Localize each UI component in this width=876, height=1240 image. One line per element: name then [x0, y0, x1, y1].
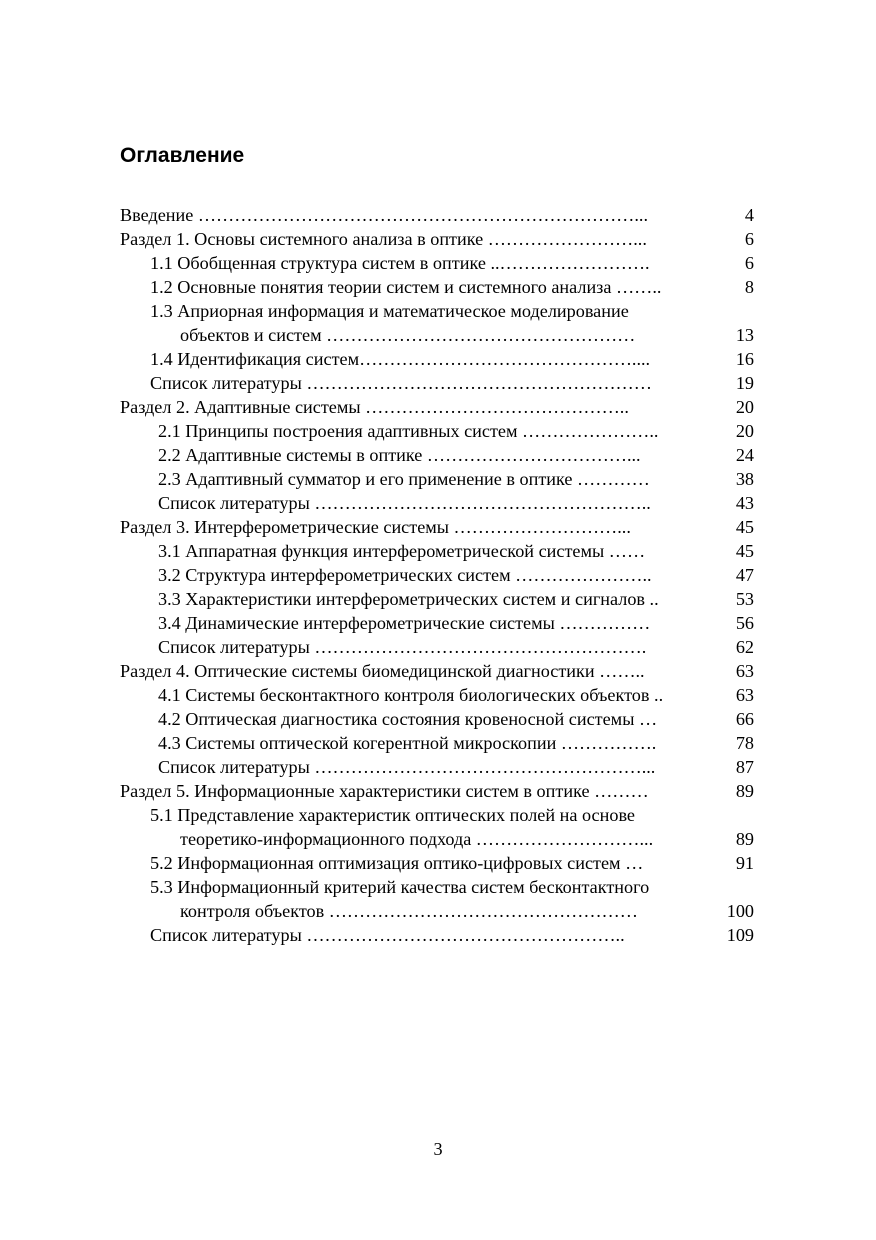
toc-entry-references-1	[0, 371, 876, 395]
toc-entry-5-3	[0, 875, 876, 899]
toc-entry-page: 89	[735, 829, 754, 849]
toc-entry-text: 4.3 Системы оптической когерентной микроскопии …………….	[158, 733, 657, 753]
toc-entry-page: 16	[735, 349, 754, 369]
toc-entry-text: 1.2 Основные понятия теории систем и системного анализа ……..	[150, 277, 662, 297]
toc-entry-text: 4.1 Системы бесконтактного контроля биологических объектов ..	[158, 685, 664, 705]
toc-entry-text: теоретико-информационного подхода ………………………...	[180, 829, 654, 849]
toc-entry-page: 63	[735, 661, 754, 681]
toc-entry-page: 24	[735, 445, 754, 465]
toc-entry-page: 56	[735, 613, 754, 633]
toc-entry-text: Раздел 4. Оптические системы биомедицинской диагностики ……..	[120, 661, 645, 681]
toc-entry-page: 53	[735, 589, 754, 609]
toc-entry-page: 13	[735, 325, 754, 345]
toc-entry-page: 91	[735, 853, 754, 873]
toc-entry-references-2	[0, 491, 876, 515]
toc-entry-2-1	[0, 419, 876, 443]
toc-entry-page: 100	[726, 901, 754, 921]
toc-entry-1-4	[0, 347, 876, 371]
toc-entry-page: 62	[735, 637, 754, 657]
toc-entry-intro	[0, 203, 876, 227]
toc-entry-text: 1.1 Обобщенная структура систем в оптике ..…………………….	[150, 253, 650, 273]
toc-entry-3-4	[0, 611, 876, 635]
toc-entry-text: 1.4 Идентификация систем………………………………………....	[150, 349, 651, 369]
toc-entry-page: 20	[735, 397, 754, 417]
toc-entry-1-1	[0, 251, 876, 275]
toc-entry-page: 8	[744, 277, 754, 297]
toc-entry-page: 78	[735, 733, 754, 753]
toc-entry-page: 20	[735, 421, 754, 441]
toc-entry-page: 66	[735, 709, 754, 729]
toc-entry-3-3	[0, 587, 876, 611]
toc-entry-page: 47	[735, 565, 754, 585]
toc-entry-text: Раздел 5. Информационные характеристики систем в оптике ………	[120, 781, 649, 801]
toc-entry-text: Раздел 2. Адаптивные системы ……………………………………..	[120, 397, 629, 417]
toc-entry-5-1-cont	[0, 827, 876, 851]
toc-entry-text: Раздел 1. Основы системного анализа в оптике ……………………...	[120, 229, 647, 249]
toc-entry-3-1	[0, 539, 876, 563]
toc-entry-text: 3.4 Динамические интерферометрические системы ……………	[158, 613, 651, 633]
toc-entry-text: 3.3 Характеристики интерферометрических систем и сигналов ..	[158, 589, 659, 609]
toc-entry-2-2	[0, 443, 876, 467]
page-title: Оглавление	[120, 144, 245, 167]
toc-entry-page: 45	[735, 541, 754, 561]
toc-entry-page: 87	[735, 757, 754, 777]
toc-entry-1-3	[0, 299, 876, 323]
toc-entry-page: 6	[744, 253, 754, 273]
toc-entry-5-3-cont	[0, 899, 876, 923]
toc-entry-references-5	[0, 923, 876, 947]
toc-entry-text: объектов и систем ……………………………………………	[180, 325, 636, 345]
toc-entry-text: Список литературы ………………………………………………..	[158, 493, 651, 513]
toc-entry-page: 63	[735, 685, 754, 705]
toc-entry-page: 4	[744, 205, 754, 225]
table-of-contents	[0, 203, 876, 947]
toc-entry-text: 2.1 Принципы построения адаптивных систем …………………..	[158, 421, 659, 441]
toc-entry-1-2	[0, 275, 876, 299]
toc-entry-section-3	[0, 515, 876, 539]
toc-entry-text: Список литературы ……………………………………………….	[158, 637, 647, 657]
toc-entry-5-2	[0, 851, 876, 875]
toc-entry-page: 109	[726, 925, 754, 945]
toc-entry-section-2	[0, 395, 876, 419]
toc-entry-2-3	[0, 467, 876, 491]
toc-entry-text: Список литературы …………………………………………………	[150, 373, 652, 393]
toc-entry-page: 38	[735, 469, 754, 489]
toc-entry-text: 2.3 Адаптивный сумматор и его применение в оптике …………	[158, 469, 650, 489]
toc-entry-page: 43	[735, 493, 754, 513]
toc-entry-4-1	[0, 683, 876, 707]
toc-entry-page: 45	[735, 517, 754, 537]
toc-entry-references-3	[0, 635, 876, 659]
toc-entry-text: 1.3 Априорная информация и математическое моделирование	[150, 301, 629, 321]
toc-entry-3-2	[0, 563, 876, 587]
toc-entry-section-1	[0, 227, 876, 251]
page-number: 3	[433, 1139, 443, 1159]
toc-entry-4-3	[0, 731, 876, 755]
toc-entry-5-1	[0, 803, 876, 827]
toc-entry-text: 3.1 Аппаратная функция интерферометрической системы ……	[158, 541, 646, 561]
toc-entry-references-4	[0, 755, 876, 779]
toc-entry-text: Раздел 3. Интерферометрические системы ………………………...	[120, 517, 631, 537]
toc-entry-page: 19	[735, 373, 754, 393]
toc-entry-text: 5.3 Информационный критерий качества систем бесконтактного	[150, 877, 650, 897]
toc-entry-text: контроля объектов ……………………………………………	[180, 901, 638, 921]
toc-entry-text: Список литературы ………………………………………………...	[158, 757, 656, 777]
toc-entry-text: Список литературы ……………………………………………..	[150, 925, 625, 945]
toc-entry-text: 2.2 Адаптивные системы в оптике ……………………………...	[158, 445, 641, 465]
toc-entry-text: 3.2 Структура интерферометрических систем …………………..	[158, 565, 652, 585]
toc-entry-page: 89	[735, 781, 754, 801]
toc-entry-text: Введение ………………………………………………………………...	[120, 205, 648, 225]
toc-entry-text: 5.1 Представление характеристик оптических полей на основе	[150, 805, 635, 825]
toc-entry-4-2	[0, 707, 876, 731]
toc-entry-text: 5.2 Информационная оптимизация оптико-цифровых систем …	[150, 853, 644, 873]
toc-entry-1-3-cont	[0, 323, 876, 347]
toc-entry-section-4	[0, 659, 876, 683]
toc-entry-section-5	[0, 779, 876, 803]
toc-entry-text: 4.2 Оптическая диагностика состояния кровеносной системы …	[158, 709, 658, 729]
toc-entry-page: 6	[744, 229, 754, 249]
